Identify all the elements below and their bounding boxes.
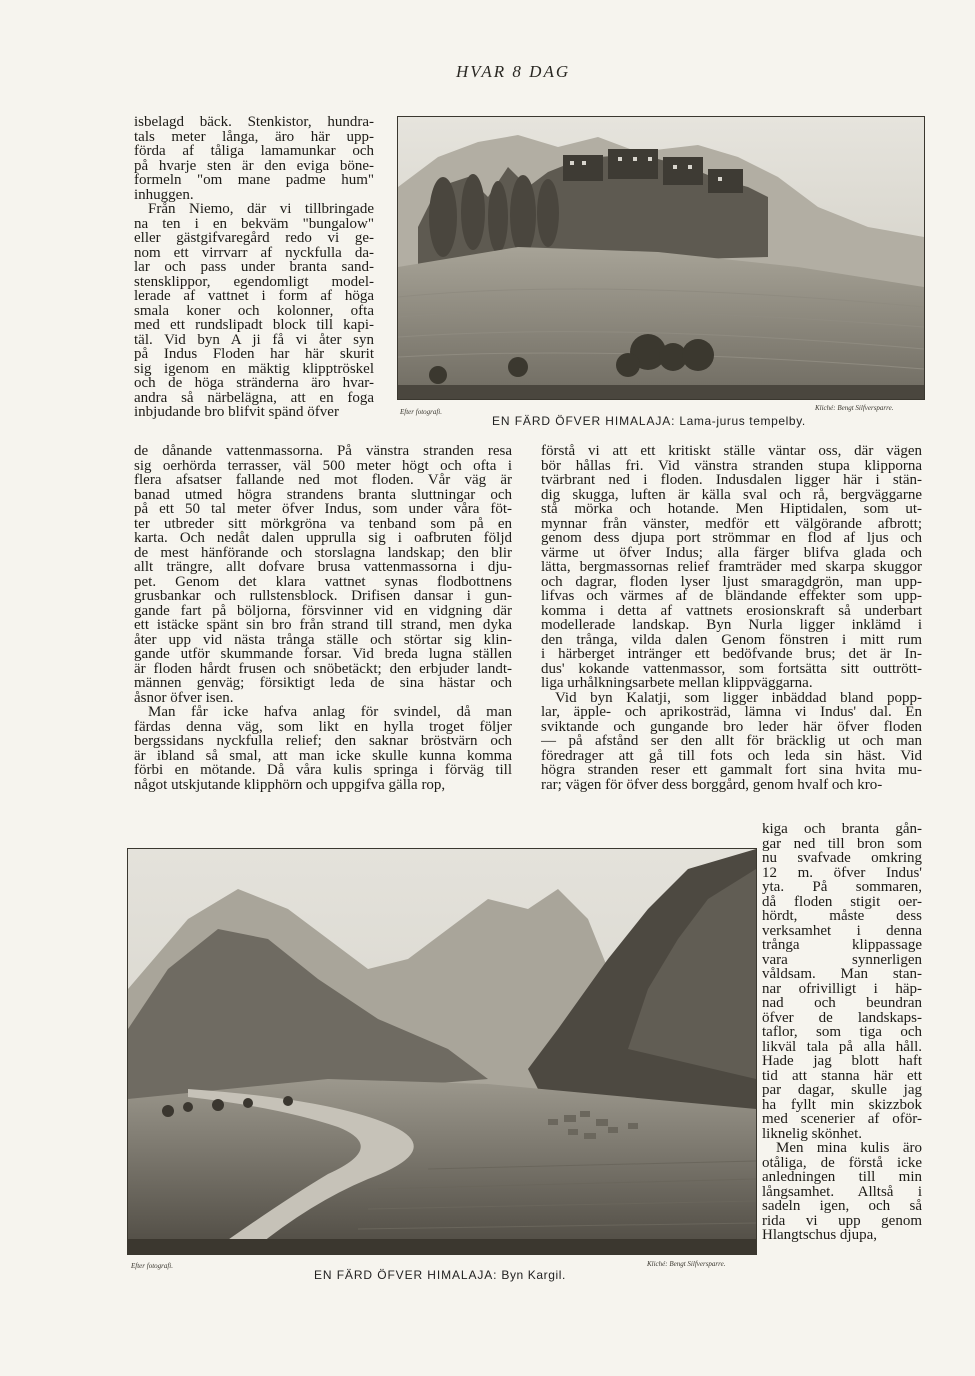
right-column-narrow-line: gar ned till bron som	[762, 836, 922, 851]
right-column-main-line: och dagrar, floden lyser ljust smaragdgrön, man upp-	[541, 574, 922, 589]
left-column-top-line: på Indus Floden har här skurit	[134, 347, 374, 362]
left-column-top-line: smala koner och kolonner, ofta	[134, 303, 374, 318]
photo-top-caption-title: EN FÄRD ÖFVER HIMALAJA:	[492, 414, 676, 428]
right-column-narrow-line: anledningen till min	[762, 1170, 922, 1185]
photo-bottom-caption-title: EN FÄRD ÖFVER HIMALAJA:	[314, 1268, 498, 1282]
right-column-main	[541, 444, 922, 792]
right-column-narrow-line: par dagar, skulle jag	[762, 1083, 922, 1098]
left-column-main-line: de dånande vattenmassorna. På vänstra stranden resa	[134, 444, 512, 459]
photo-lamayuru-image	[398, 117, 924, 399]
right-column-narrow-line: liknelig skönhet.	[762, 1126, 862, 1141]
left-column-top-line: isbelagd bäck. Stenkistor, hundra-	[134, 115, 374, 130]
right-column-main-line: sviktande och gungande bro leder här öfver floden	[541, 719, 922, 734]
right-column-main-line: tvärbrant ned i floden. Indusdalen ligger här i stän-	[541, 473, 922, 488]
left-column-main-line: bergssidans nyckfulla relief; den saknar bröstvärn och	[134, 734, 512, 749]
photo-lamayuru-temple	[397, 116, 925, 400]
right-column-narrow-line: verksamhet i denna	[762, 923, 922, 938]
right-column-main-line: dus' kokande vattenmassor, som fortsätta sitt outtrött-	[541, 661, 922, 676]
right-column-narrow-line: nu svafvade omkring	[762, 851, 922, 866]
left-column-main-line: männen genväg; försiktigt leda de sina hästar och	[134, 676, 512, 691]
right-column-main-line: stå mörka och hotande. Men Hiptidalen, som ut-	[541, 502, 922, 517]
left-column-top-line: inhuggen.	[134, 187, 194, 202]
photo-top-credit-left: Efter fotografi.	[400, 408, 442, 416]
right-column-main-line: den trånga, vilda dalen Genom fönstren i mitt rum	[541, 632, 922, 647]
right-column-narrow-line: tid att stanna här ett	[762, 1068, 922, 1083]
right-column-narrow-line: öfver de landskaps-	[762, 1010, 922, 1025]
left-column-main-line: allt trängre, allt dofvare brusa vattenmassorna i dju-	[134, 560, 512, 575]
left-column-main-line: grusbankar och rullstensblock. Drifisen dansar i gun-	[134, 589, 512, 604]
right-column-main-line: komma i detta af vattnets erosionskraft så underbart	[541, 603, 922, 618]
right-column-narrow-line: sadeln igen, och så	[762, 1199, 922, 1214]
photo-top-caption	[492, 414, 806, 428]
right-column-narrow-line: Hade jag blott haft	[762, 1054, 922, 1069]
photo-bottom-caption	[314, 1268, 566, 1282]
right-column-main-line: Vid byn Kalatji, som ligger inbäddad bland popp-	[555, 690, 922, 705]
photo-bottom-caption-subtitle: Byn Kargil.	[501, 1268, 566, 1282]
left-column-top-line: på hvarje sten är den eviga böne-	[134, 158, 374, 173]
left-column-top-line: stensklippor, egendomligt model-	[134, 274, 374, 289]
right-column-main-line: föredrager att gå till fots och leda sin häst. Vid	[541, 748, 922, 763]
left-column-main-line: förbi en mötande. Då våra kulis springa i förväg till	[134, 763, 512, 778]
right-column-main-line: modellerade landskap. Byn Nurla ligger inklämd i	[541, 618, 922, 633]
right-column-narrow-line: Men mina kulis äro	[776, 1141, 922, 1156]
right-column-narrow-line: då floden stigit oer-	[762, 894, 922, 909]
left-column-top-line: sig igenom en mäktig klipptröskel	[134, 361, 374, 376]
right-column-main-line: — på afstånd ser den allt för bräcklig ut och man	[541, 734, 922, 749]
right-column-narrow-line: våldsam. Man stan-	[762, 967, 922, 982]
right-column-main-line: förstå vi att ett kritiskt ställe väntar oss, där vägen	[541, 444, 922, 459]
right-column-main-line: dig skugga, luften är källa sval och rå, bergväggarne	[541, 487, 922, 502]
left-column-main-line: åter upp vid nästa trånga ställe och störtar sig klin-	[134, 632, 512, 647]
right-column-main-line: bör hållas fri. Vid vänstra stranden stupa klipporna	[541, 458, 922, 473]
left-column-main-line: är ibland så smal, att man icke skulle kunna komma	[134, 748, 512, 763]
left-column-top-line: tals meter långa, äro här upp-	[134, 129, 374, 144]
photo-bottom-credit-left: Efter fotografi.	[131, 1262, 173, 1270]
left-column-top-line: nom ett virrvarr af nyckfulla da-	[134, 245, 374, 260]
left-column-main	[134, 444, 512, 792]
right-column-main-line: lätta, bergmassornas relief framträder med skarpa skuggor	[541, 560, 922, 575]
right-column-main-line: genom dess djupa port strömmar en flod af ljus och	[541, 531, 922, 546]
right-column-narrow-line: långsamhet. Alltså i	[762, 1184, 922, 1199]
left-column-top-line: na ten i en bekväm "bungalow"	[134, 216, 374, 231]
left-column-main-line: flera afsatser fallande ned mot floden. Vår väg är	[134, 473, 512, 488]
photo-bottom-credit-right: Kliché: Bengt Silfversparre.	[647, 1260, 726, 1268]
photo-kargil-image	[128, 849, 756, 1254]
left-column-main-line: ett istäcke spänt sin bro från strand till strand, men dyka	[134, 618, 512, 633]
right-column-narrow-line: Hlangtschus djupa,	[762, 1228, 877, 1243]
left-column-top-line: täl. Vid byn A ji få vi åter syn	[134, 332, 374, 347]
photo-kargil	[127, 848, 757, 1255]
right-column-narrow-line: med scenerier af oför-	[762, 1112, 922, 1127]
right-column-main-line: mynnar från vänster, medför ett välgörande afbrott;	[541, 516, 922, 531]
photo-top-credit-right: Kliché: Bengt Silfversparre.	[815, 404, 894, 412]
left-column-top-line: med ett rundslipadt block till kapi-	[134, 318, 374, 333]
left-column-top-line: förda af tåliga lamamunkar och	[134, 144, 374, 159]
left-column-top-line: andra så närbelägna, att en foga	[134, 390, 374, 405]
right-column-main-line: värme ut öfver Indus; alla färger blifva glada och	[541, 545, 922, 560]
left-column-main-line: banad utmed högra strandens branta sluttningar och	[134, 487, 512, 502]
left-column-top	[134, 115, 374, 420]
right-column-narrow-line: kiga och branta gån-	[762, 822, 922, 837]
left-column-main-line: på ett 50 tal meter öfver Indus, som under våra föt-	[134, 502, 512, 517]
left-column-main-line: de mest hänförande och storslagna landskap; den blir	[134, 545, 512, 560]
right-column-narrow-line: taflor, som tiga och	[762, 1025, 922, 1040]
left-column-main-line: Man får icke hafva anlag för svindel, då man	[148, 705, 512, 720]
left-column-main-line: något utskjutande klipphörn och uppgifva gälla rop,	[134, 777, 446, 792]
right-column-narrow-line: hördt, måste dess	[762, 909, 922, 924]
left-column-top-line: formeln "om mane padme hum"	[134, 173, 374, 188]
right-column-narrow-line: otåliga, de förstå icke	[762, 1155, 922, 1170]
right-column-main-line: liga urhålkningsarbete mellan klippväggarna.	[541, 676, 813, 691]
right-column-narrow-line: nad och beundran	[762, 996, 922, 1011]
right-column-narrow-line: nar ofrivilligt i häp-	[762, 981, 922, 996]
left-column-main-line: gande utför skummande forsar. Vid breda lugna ställen	[134, 647, 512, 662]
left-column-top-line: eller gästgifvaregård redo vi ge-	[134, 231, 374, 246]
left-column-main-line: karta. Och nedåt dalen upprulla sig i oafbruten följd	[134, 531, 512, 546]
right-column-main-line: lar, äpple- och aprikosträd, lämna vi Indus' dal. En	[541, 705, 922, 720]
photo-top-caption-subtitle: Lama-jurus tempelby.	[679, 414, 806, 428]
left-column-main-line: sig oerhörda terrasser, väl 500 meter högt och ofta i	[134, 458, 512, 473]
right-column-narrow-line: trånga klippassage	[762, 938, 922, 953]
left-column-top-line: inbjudande bro blifvit spänd öfver	[134, 405, 339, 420]
left-column-top-line: och de höga stränderna äro hvar-	[134, 376, 374, 391]
right-column-narrow-line: vara synnerligen	[762, 952, 922, 967]
left-column-main-line: gande fart på böljorna, försvinner vid en vidgning där	[134, 603, 512, 618]
left-column-main-line: pet. Genom det klara vattnet synas flodbottnens	[134, 574, 512, 589]
right-column-main-line: rar; vägen för öfver dess borggård, genom hvalf och kro-	[541, 777, 883, 792]
left-column-main-line: åsnor öfver isen.	[134, 690, 234, 705]
left-column-main-line: är floden hårdt frusen och snöbetäckt; den erbjuder landt-	[134, 661, 512, 676]
left-column-top-line: lerade af vattnet i form af höga	[134, 289, 374, 304]
right-column-main-line: högra stranden reser ett gammalt fort sina hvita mu-	[541, 763, 922, 778]
left-column-top-line: Från Niemo, där vi tillbringade	[148, 202, 374, 217]
left-column-top-line: lar och pass under branta sand-	[134, 260, 374, 275]
right-column-narrow-line: 12 m. öfver Indus'	[762, 865, 922, 880]
right-column-main-line: lifvas och värmes af de bländande effekter som upp-	[541, 589, 922, 604]
right-column-narrow-line: ha fyllt min skizzbok	[762, 1097, 922, 1112]
left-column-main-line: ter utbreder sitt mörkgröna va tenband som på en	[134, 516, 512, 531]
right-column-main-line: i härberget intränger ett bedöfvande brus; det är In-	[541, 647, 922, 662]
right-column-narrow	[762, 822, 922, 1243]
page-header: HVAR 8 DAG	[456, 62, 571, 81]
left-column-main-line: färdas denna väg, som likt en hylla troget följer	[134, 719, 512, 734]
right-column-narrow-line: rida vi upp genom	[762, 1213, 922, 1228]
right-column-narrow-line: likväl tala på alla håll.	[762, 1039, 922, 1054]
right-column-narrow-line: yta. På sommaren,	[762, 880, 922, 895]
